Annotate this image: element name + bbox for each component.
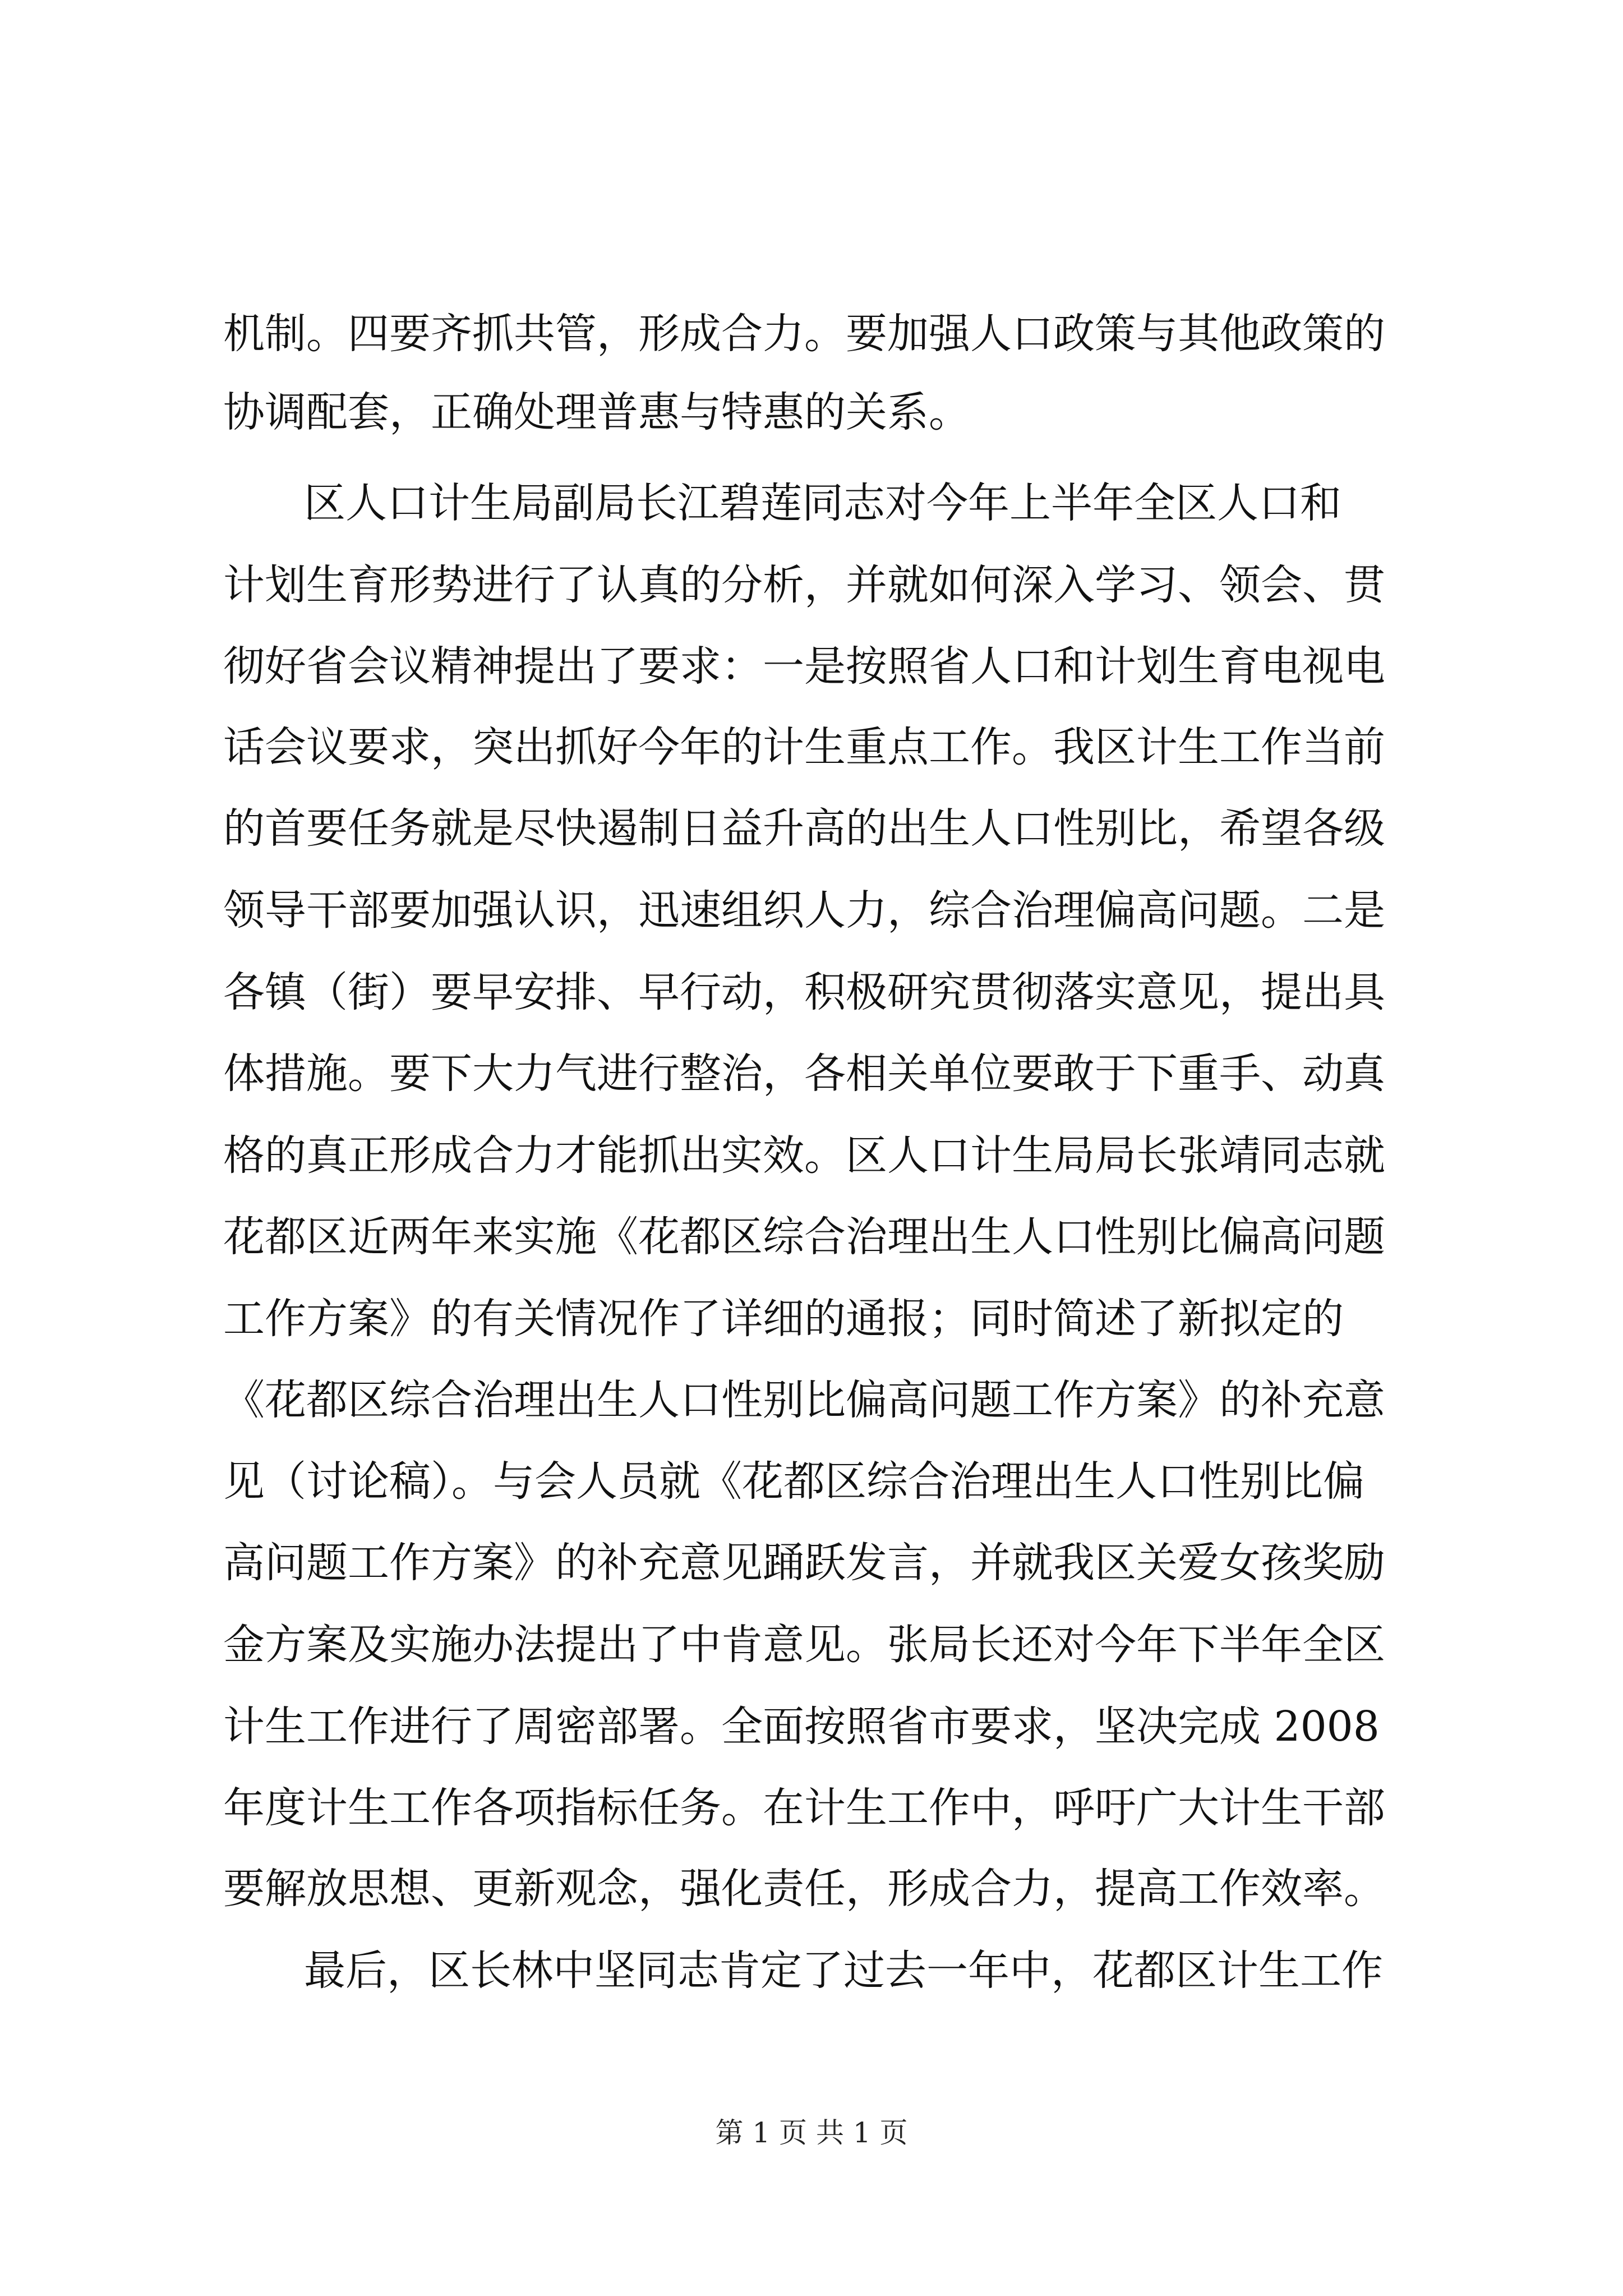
text-line: 花都区近两年来实施《花都区综合治理出生人口性别比偏高问题 <box>223 1213 1385 1261</box>
text-line: 格的真正形成合力才能抓出实效。区人口计生局局长张靖同志就 <box>223 1131 1385 1180</box>
text-line: 体措施。要下大力气进行整治，各相关单位要敢于下重手、动真 <box>223 1050 1385 1098</box>
text-line: 金方案及实施办法提出了中肯意见。张局长还对今年下半年全区 <box>223 1621 1385 1669</box>
text-line: 工作方案》的有关情况作了详细的通报；同时简述了新拟定的 <box>223 1295 1344 1343</box>
text-line: 话会议要求，突出抓好今年的计生重点工作。我区计生工作当前 <box>223 723 1385 771</box>
text-line: 见（讨论稿）。与会人员就《花都区综合治理出生人口性别比偏 <box>223 1457 1364 1506</box>
text-line: 要解放思想、更新观念，强化责任，形成合力，提高工作效率。 <box>223 1865 1385 1913</box>
page-footer: 第 1 页 共 1 页 <box>715 2116 908 2149</box>
paragraph-start-line: 区人口计生局副局长江碧莲同志对今年上半年全区人口和 <box>304 479 1341 527</box>
text-line: 高问题工作方案》的补充意见踊跃发言，并就我区关爱女孩奖励 <box>223 1539 1385 1587</box>
paragraph-start-line: 最后，区长林中坚同志肯定了过去一年中，花都区计生工作 <box>304 1947 1383 1995</box>
text-line: 计生工作进行了周密部署。全面按照省市要求，坚决完成 2008 <box>223 1703 1380 1751</box>
text-line: 协调配套，正确处理普惠与特惠的关系。 <box>223 388 970 436</box>
text-line: 彻好省会议精神提出了要求：一是按照省人口和计划生育电视电 <box>223 642 1385 691</box>
text-line: 领导干部要加强认识，迅速组织人力，综合治理偏高问题。二是 <box>223 886 1385 935</box>
text-line: 《花都区综合治理出生人口性别比偏高问题工作方案》的补充意 <box>223 1376 1385 1424</box>
text-line: 各镇（街）要早安排、早行动，积极研究贯彻落实意见，提出具 <box>223 968 1385 1016</box>
text-line: 计划生育形势进行了认真的分析，并就如何深入学习、领会、贯 <box>223 561 1385 609</box>
text-line: 的首要任务就是尽快遏制日益升高的出生人口性别比，希望各级 <box>223 804 1385 853</box>
text-line: 机制。四要齐抓共管，形成合力。要加强人口政策与其他政策的 <box>223 310 1385 358</box>
text-line: 年度计生工作各项指标任务。在计生工作中，呼吁广大计生干部 <box>223 1784 1385 1832</box>
